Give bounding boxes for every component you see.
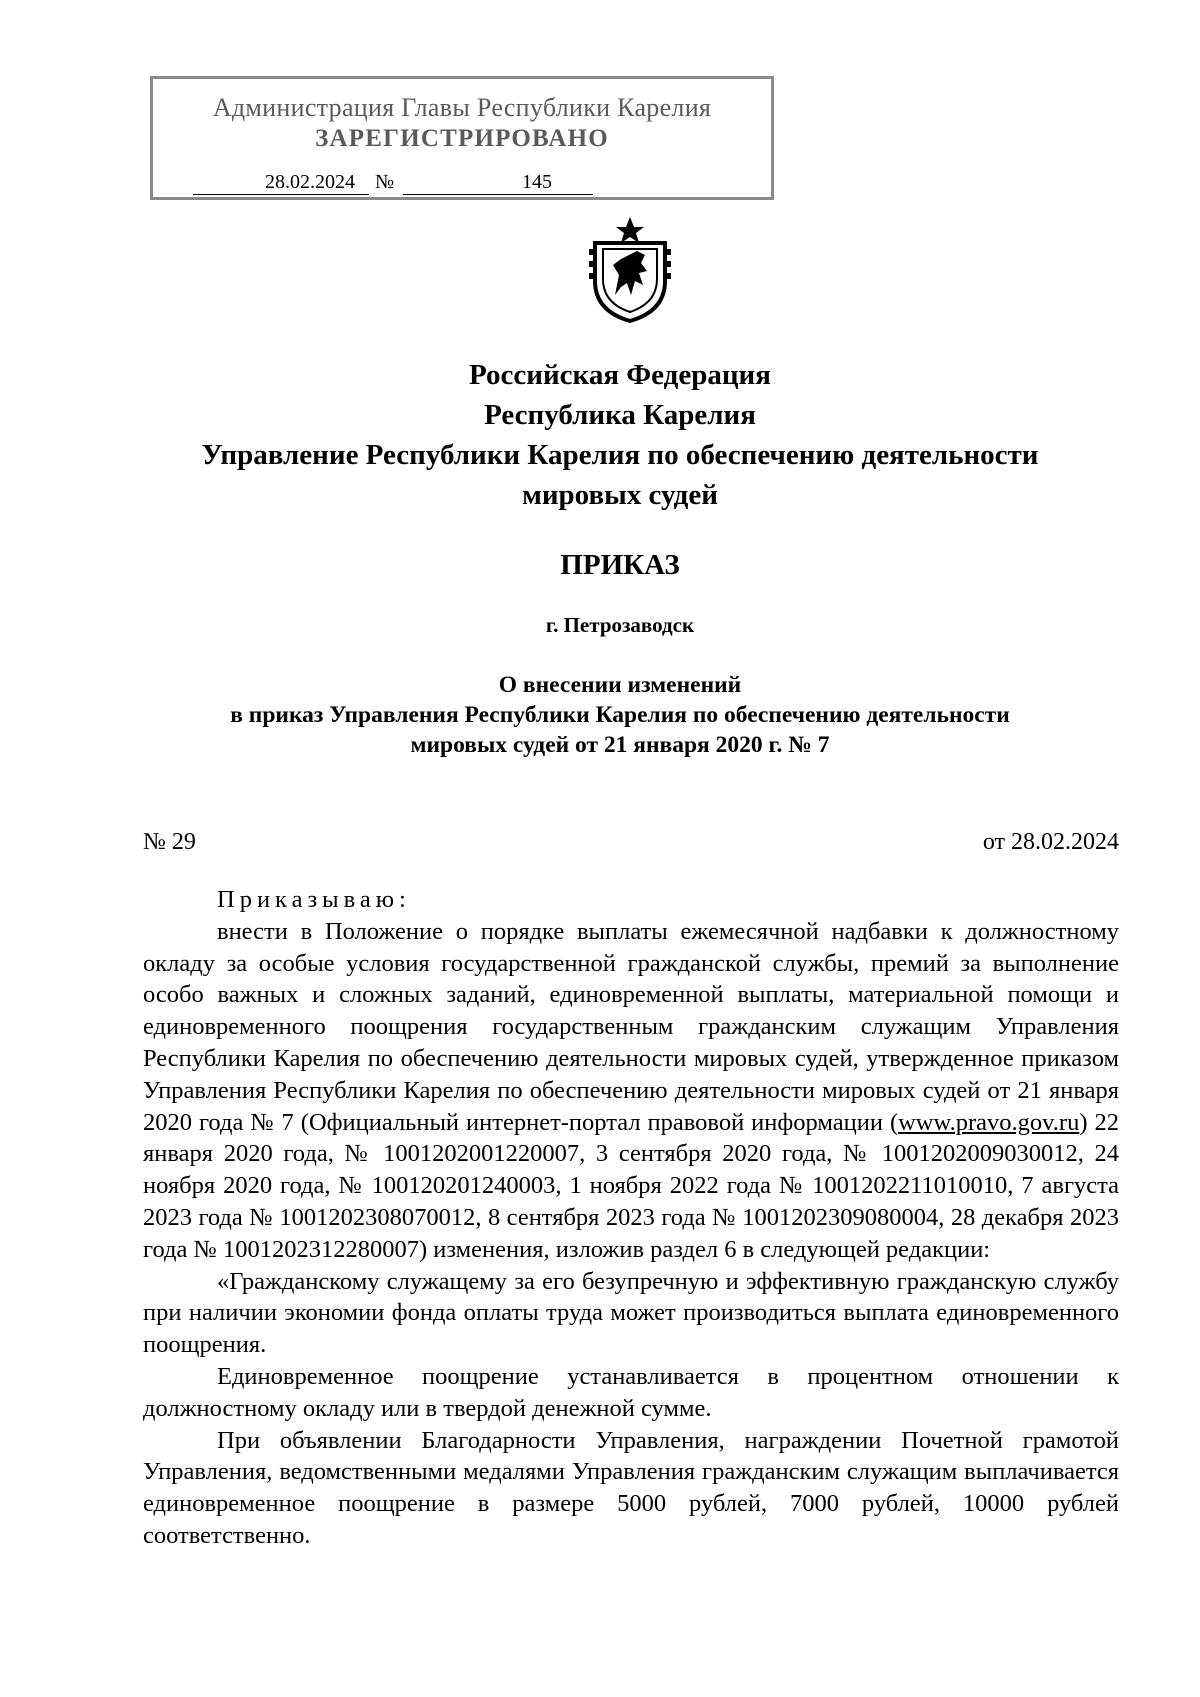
subject-line-1: О внесении изменений	[498, 672, 742, 698]
registration-stamp	[150, 76, 774, 200]
header-agency-cont: мировых судей	[522, 479, 718, 511]
order-number: № 29	[143, 829, 196, 855]
paragraph-1-part-1: внести в Положение о порядке выплаты ежемесячной надбавки к должностному окладу за особые условия государственной гражданской службы, премий за выполнение особо важных и сложных заданий, единовременной выплаты, материальной помощи и единовременного поощрения государственным гражданским служащим Управления Республики Карелия по обеспечению деятельности мировых судей, утвержденное приказом Управления Республики Карелия по обеспечению деятельности мировых судей от 21 января 2020 года № 7 (Официальный интернет-портал правовой информации (	[143, 917, 1119, 1136]
subject-line-2: в приказ Управления Республики Карелия по обеспечению деятельности	[230, 702, 1010, 728]
stamp-authority: Администрация Главы Республики Карелия	[212, 93, 712, 122]
document-body	[143, 884, 1119, 1552]
pravo-link[interactable]: www.pravo.gov.ru	[898, 1108, 1080, 1136]
document-subject	[140, 670, 1100, 760]
order-word: Приказываю:	[217, 886, 411, 913]
document-header	[140, 355, 1100, 515]
stamp-registration-row	[193, 171, 753, 197]
stamp-date: 28.02.2024	[193, 171, 369, 195]
paragraph-1	[143, 916, 1119, 1266]
order-date: от 28.02.2024	[982, 829, 1119, 855]
document-city: г. Петрозаводск	[545, 613, 695, 637]
document-type: ПРИКАЗ	[560, 549, 680, 581]
subject-line-3: мировых судей от 21 января 2020 г. № 7	[410, 732, 830, 758]
header-republic: Республика Карелия	[484, 399, 756, 431]
stamp-number-sign: №	[375, 171, 395, 193]
paragraph-1-part-2: ) 22 января 2020 года, № 1001202001220007, 3 сентября 2020 года, № 1001202009030012, 24 ноября 2020 года, № 100120201240003, 1 ноября 2022 года № 1001202211010010, 7 августа 2023 года № 1001202308070012, 8 сентября 2023 года № 1001202309080004, 28 декабря 2023 года № 1001202312280007) изменения, изложив раздел 6 в следующей редакции:	[143, 1108, 1119, 1263]
stamp-registered: ЗАРЕГИСТРИРОВАНО	[315, 125, 609, 152]
paragraph-4: При объявлении Благодарности Управления, награждении Почетной грамотой Управления, ведомственными медалями Управления гражданским служащим выплачивается единовременное поощрение в размере 5000 рублей, 7000 рублей, 10000 рублей соответственно.	[143, 1426, 1119, 1549]
stamp-reg-number: 145	[403, 171, 593, 195]
paragraph-3: Единовременное поощрение устанавливается в процентном отношении к должностному окладу или в твердой денежной сумме.	[143, 1362, 1119, 1422]
paragraph-2: «Гражданскому служащему за его безупречную и эффективную гражданскую службу при наличии экономии фонда оплаты труда может производиться выплата единовременного поощрения.	[143, 1267, 1119, 1359]
header-country: Российская Федерация	[469, 359, 771, 391]
header-agency: Управление Республики Карелия по обеспечению деятельности	[201, 439, 1039, 471]
karelia-coat-of-arms-icon	[585, 215, 675, 325]
